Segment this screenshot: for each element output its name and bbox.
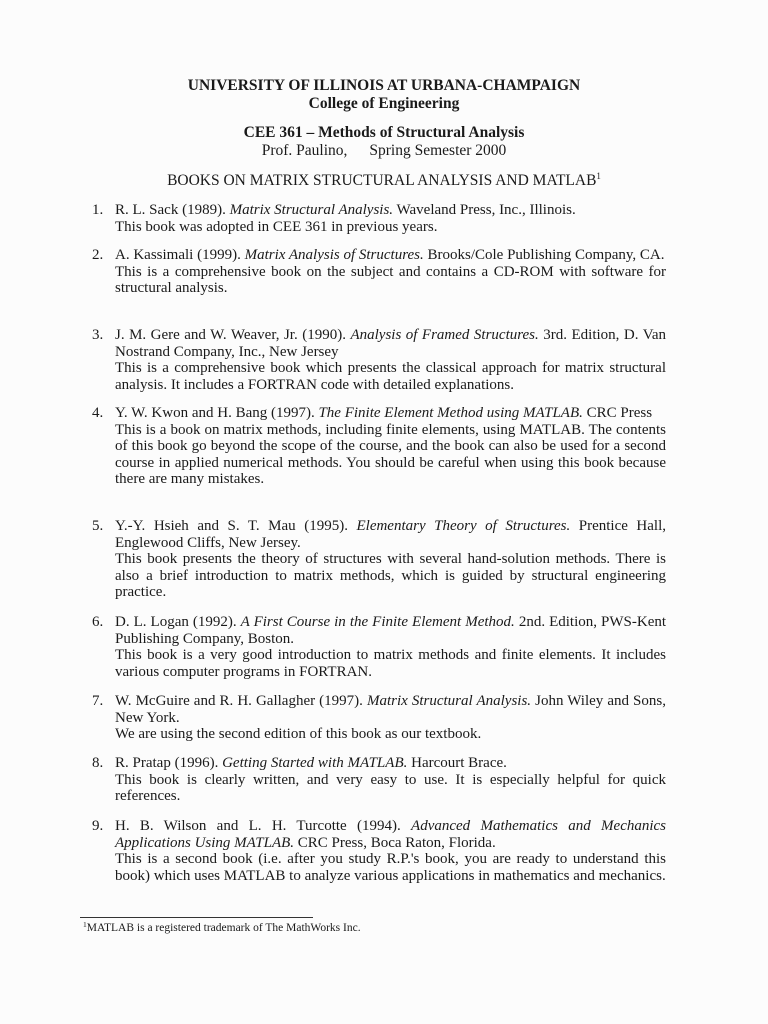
book-title: A First Course in the Finite Element Method.: [240, 614, 515, 630]
book-publisher: 2nd. Edition, PWS-Kent Publishing Company, Boston.: [115, 614, 667, 647]
footnote-ref: 1: [596, 171, 601, 181]
book-publisher: CRC Press, Boca Raton, Florida.: [297, 834, 496, 851]
book-title: Matrix Analysis of Structures.: [244, 247, 424, 263]
book-note: This book presents the theory of structures with several hand-solution methods. There is also a brief introduction to matrix methods, which is guided by structural engineering practice.: [115, 551, 666, 601]
book-number: 9.: [92, 818, 104, 834]
book-title: Analysis of Framed Structures.: [350, 327, 539, 343]
book-note: This book is a very good introduction to matrix methods and finite elements. It includes various computer programs in FORTRAN.: [115, 647, 666, 680]
book-title: Elementary Theory of Structures.: [356, 518, 571, 534]
university-name: UNIVERSITY OF ILLINOIS AT URBANA-CHAMPAIGN: [187, 77, 581, 94]
book-publisher: CRC Press: [586, 405, 653, 421]
book-number: 7.: [92, 693, 104, 709]
book-citation: [115, 818, 666, 851]
book-authors: J. M. Gere and W. Weaver, Jr. (1990).: [115, 327, 346, 343]
book-note: This book was adopted in CEE 361 in previous years.: [115, 218, 438, 235]
list-title: [0, 172, 768, 190]
book-title: Matrix Structural Analysis.: [366, 693, 532, 709]
book-entry: [92, 614, 667, 680]
book-authors: R. Pratap (1996).: [115, 755, 219, 771]
book-title: The Finite Element Method using MATLAB.: [318, 405, 583, 421]
book-number: 1.: [92, 202, 104, 218]
book-authors: R. L. Sack (1989).: [115, 202, 226, 218]
book-title: Getting Started with MATLAB.: [222, 755, 408, 771]
book-authors: Y. W. Kwon and H. Bang (1997).: [115, 405, 315, 421]
list-title-text: BOOKS ON MATRIX STRUCTURAL ANALYSIS AND MATLAB: [167, 172, 597, 189]
book-authors: D. L. Logan (1992).: [115, 614, 237, 630]
semester: Spring Semester 2000: [369, 142, 507, 159]
professor-name: Prof. Paulino,: [261, 142, 348, 159]
book-number: 5.: [92, 518, 104, 534]
book-citation: [115, 518, 666, 551]
footnote-marker: 1: [83, 920, 87, 929]
book-authors: H. B. Wilson and L. H. Turcotte (1994).: [115, 818, 401, 834]
book-number: 4.: [92, 405, 104, 421]
book-number: 3.: [92, 327, 104, 343]
book-publisher: Brooks/Cole Publishing Company, CA.: [427, 247, 665, 263]
instructor-line: [0, 142, 768, 160]
book-entry: [92, 818, 667, 884]
footnote: [83, 922, 361, 935]
book-citation: [115, 327, 666, 360]
college-name: College of Engineering: [308, 95, 460, 112]
book-note: This is a second book (i.e. after you study R.P.'s book, you are ready to understand this book) which uses MATLAB to analyze various applications in mathematics and mechanics.: [115, 851, 666, 884]
book-citation: [115, 202, 666, 219]
book-publisher: Waveland Press, Inc., Illinois.: [396, 202, 576, 218]
book-authors: Y.-Y. Hsieh and S. T. Mau (1995).: [115, 518, 348, 534]
book-note: This is a book on matrix methods, including finite elements, using MATLAB. The contents of this book go beyond the scope of the course, and the book can also be used for a second course in applied numerical methods. You should be careful when using this book because there are many mistakes.: [115, 421, 666, 488]
book-citation: [115, 693, 666, 726]
book-entry: [92, 327, 667, 393]
book-note: We are using the second edition of this book as our textbook.: [115, 726, 482, 743]
book-number: 8.: [92, 755, 104, 771]
course-title: CEE 361 – Methods of Structural Analysis: [243, 124, 525, 141]
book-publisher: Prentice Hall, Englewood Cliffs, New Jersey.: [115, 518, 666, 551]
book-citation: [115, 405, 666, 422]
book-citation: [115, 755, 666, 772]
book-entry: [92, 247, 666, 297]
footnote-text: MATLAB is a registered trademark of The MathWorks Inc.: [86, 922, 361, 934]
book-entry: [92, 202, 666, 235]
book-note: This is a comprehensive book on the subject and contains a CD-ROM with software for structural analysis.: [115, 263, 666, 297]
book-publisher: Harcourt Brace.: [411, 755, 507, 771]
book-entry: [92, 518, 666, 601]
book-authors: A. Kassimali (1999).: [115, 247, 241, 263]
book-entry: [92, 693, 666, 743]
book-title: Advanced Mathematics and Mechanics Applications Using MATLAB.: [115, 818, 667, 851]
book-publisher: 3rd. Edition, D. Van Nostrand Company, Inc., New Jersey: [115, 327, 667, 360]
book-note: This is a comprehensive book which presents the classical approach for matrix structural analysis. It includes a FORTRAN code with detailed explanations.: [115, 360, 666, 393]
book-publisher: John Wiley and Sons, New York.: [115, 693, 666, 726]
book-citation: [115, 614, 666, 647]
book-title: Matrix Structural Analysis.: [229, 202, 394, 218]
book-number: 6.: [92, 614, 104, 630]
footnote-divider: [80, 917, 313, 918]
book-authors: W. McGuire and R. H. Gallagher (1997).: [115, 693, 363, 709]
book-entry: [92, 405, 666, 488]
book-note: This book is clearly written, and very easy to use. It is especially helpful for quick references.: [115, 771, 666, 805]
book-number: 2.: [92, 247, 104, 263]
book-citation: [115, 247, 666, 264]
book-entry: [92, 755, 666, 805]
